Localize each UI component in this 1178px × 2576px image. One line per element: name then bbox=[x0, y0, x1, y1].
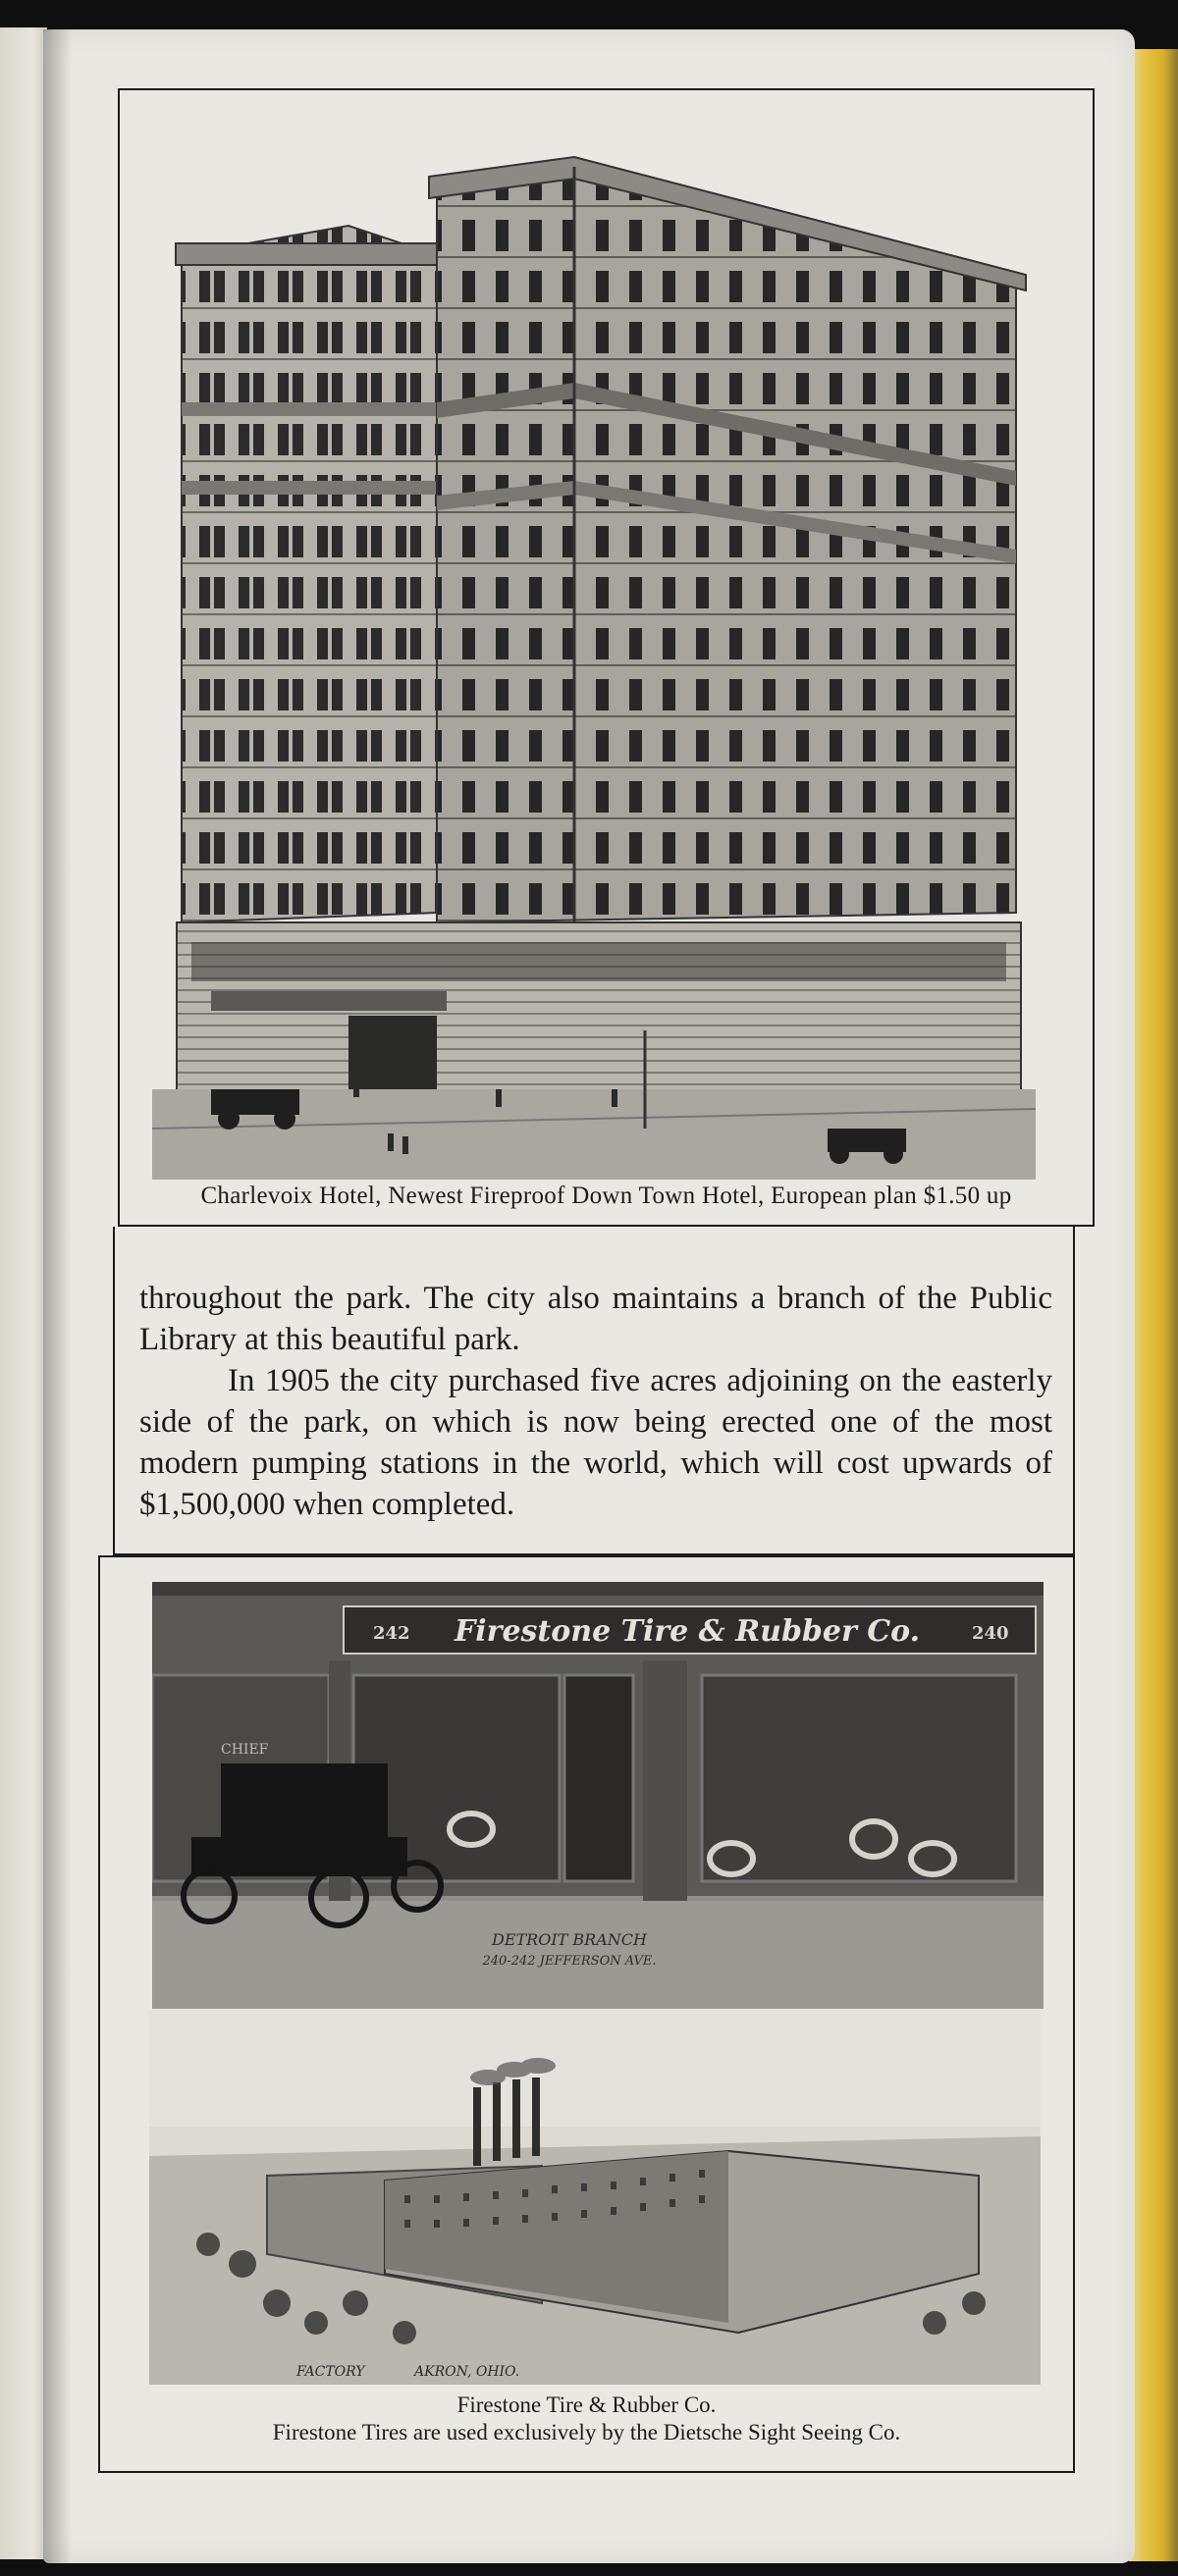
window-lettering: CHIEF bbox=[221, 1742, 269, 1758]
factory-location-label: AKRON, OHIO. bbox=[414, 2364, 520, 2380]
detroit-branch-photo bbox=[152, 1582, 1044, 2009]
hotel-illustration bbox=[152, 108, 1036, 1180]
factory-label: FACTORY bbox=[296, 2364, 365, 2380]
hotel-caption: Charlevoix Hotel, Newest Fireproof Down Town Hotel, European plan $1.50 up bbox=[200, 1183, 1012, 1209]
firestone-caption-line-1: Firestone Tire & Rubber Co. bbox=[456, 2392, 717, 2417]
branch-label-line-2: 240-242 JEFFERSON AVE. bbox=[482, 1954, 657, 1969]
sign-company-name: Firestone Tire & Rubber Co. bbox=[454, 1614, 921, 1649]
firestone-caption bbox=[98, 2392, 1075, 2446]
firestone-caption-line-2: Firestone Tires are used exclusively by the Dietsche Sight Seeing Co. bbox=[272, 2420, 901, 2445]
paragraph-2: In 1905 the city purchased five acres adjoining on the easterly side of the park, on which is now being erected one of the most modern pumping stations in the world, which will cost upwards of $1,500,000 when completed. bbox=[139, 1363, 1052, 1522]
akron-factory-photo bbox=[149, 2009, 1041, 2385]
sign-number-right: 240 bbox=[972, 1623, 1009, 1644]
branch-label-line-1: DETROIT BRANCH bbox=[492, 1930, 647, 1949]
sign-number-left: 242 bbox=[373, 1623, 410, 1644]
gutter-shadow bbox=[43, 29, 73, 2563]
left-page-edge bbox=[0, 27, 47, 2559]
body-text bbox=[139, 1278, 1052, 1525]
yellow-page-edge bbox=[1129, 49, 1178, 2561]
paragraph-1: throughout the park. The city also maintains a branch of the Public Library at this beautiful park. bbox=[139, 1281, 1052, 1357]
